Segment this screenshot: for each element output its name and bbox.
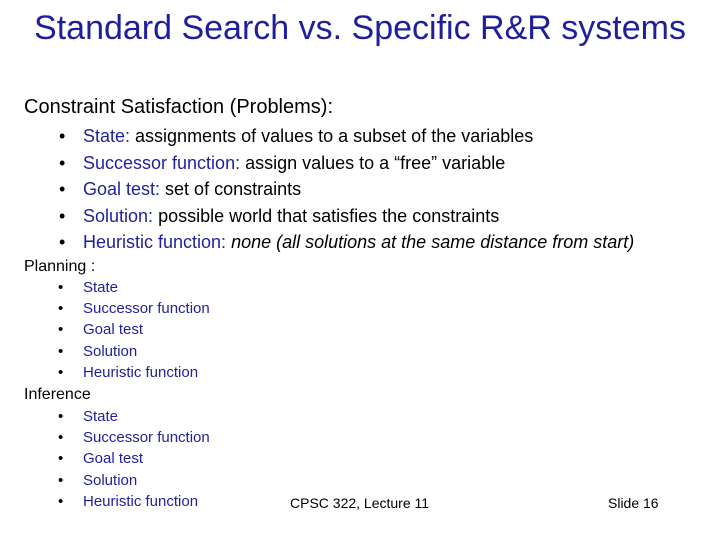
csp-item-solution: • Solution: possible world that satisfies the constraints bbox=[83, 203, 634, 230]
planning-item: • Goal test bbox=[58, 321, 144, 339]
planning-item: • State bbox=[58, 279, 119, 296]
footer-slide-number: Slide 16 bbox=[608, 495, 659, 511]
planning-item: • Solution bbox=[58, 342, 138, 360]
bullet-icon: • bbox=[58, 492, 64, 510]
bullet-icon: • bbox=[59, 205, 66, 226]
bullet-icon: • bbox=[59, 126, 66, 146]
bullet-icon: • bbox=[58, 363, 64, 381]
csp-item-goal: • Goal test: set of constraints bbox=[83, 176, 634, 203]
inference-list bbox=[58, 406, 210, 512]
inference-heading: Inference bbox=[24, 386, 91, 403]
bullet-icon: • bbox=[58, 471, 64, 489]
bullet-icon: • bbox=[58, 321, 64, 339]
csp-item-heuristic: • Heuristic function: none (all solutions at the same distance from start) bbox=[83, 229, 634, 256]
csp-item-state: • State: assignments of values to a subset of the variables bbox=[83, 123, 634, 150]
bullet-icon: • bbox=[59, 152, 66, 173]
inference-item: • Goal test bbox=[58, 450, 144, 468]
inference-item: • State bbox=[58, 408, 119, 425]
csp-list bbox=[59, 123, 635, 256]
inference-item: • Heuristic function bbox=[58, 492, 199, 510]
inference-item: • Successor function bbox=[58, 429, 210, 447]
bullet-icon: • bbox=[58, 408, 64, 425]
planning-item: • Successor function bbox=[58, 300, 210, 318]
bullet-icon: • bbox=[59, 179, 66, 199]
bullet-icon: • bbox=[58, 429, 64, 447]
bullet-icon: • bbox=[58, 279, 64, 296]
csp-item-successor: • Successor function: assign values to a “free” variable bbox=[83, 150, 634, 177]
csp-heading: Constraint Satisfaction (Problems): bbox=[24, 96, 334, 118]
planning-heading: Planning : bbox=[24, 258, 96, 275]
bullet-icon: • bbox=[59, 232, 66, 252]
planning-item: • Heuristic function bbox=[58, 363, 199, 381]
bullet-icon: • bbox=[58, 450, 64, 468]
bullet-icon: • bbox=[58, 300, 64, 318]
planning-list bbox=[58, 277, 210, 383]
inference-item: • Solution bbox=[58, 471, 138, 489]
slide-title: Standard Search vs. Specific R&R systems bbox=[34, 9, 686, 47]
bullet-icon: • bbox=[58, 342, 64, 360]
footer-course: CPSC 322, Lecture 11 bbox=[290, 495, 430, 511]
